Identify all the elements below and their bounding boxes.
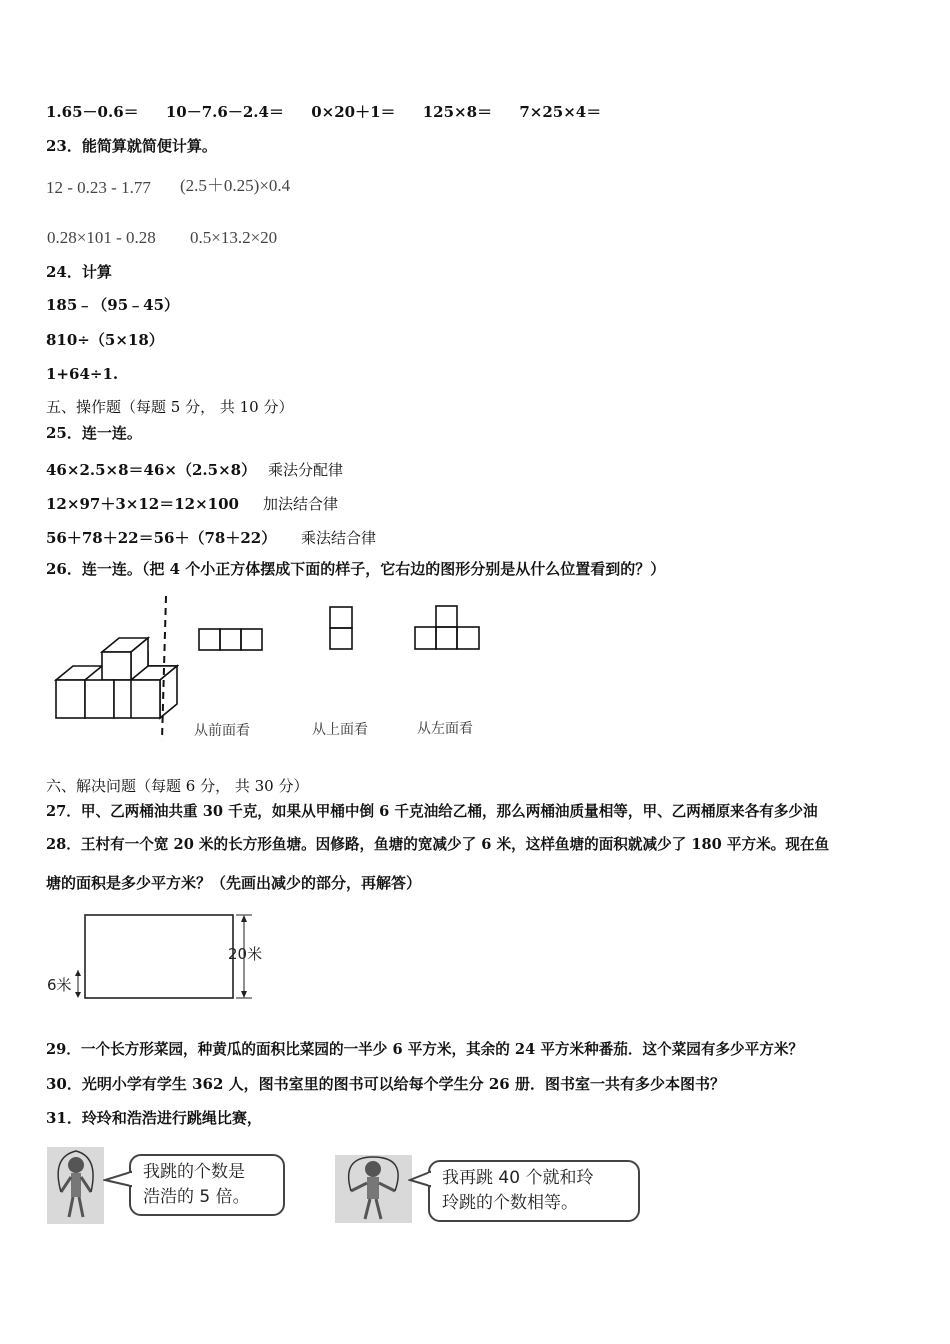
q25-right-item: 加法结合律 — [263, 495, 339, 513]
bubble-tail — [408, 1170, 432, 1190]
q25-left-item: 46×2.5×8＝46×（2.5×8） — [46, 461, 257, 479]
boy-jumping-rope-image — [335, 1155, 412, 1223]
width-label: 20米 — [228, 945, 263, 963]
q31-title: 31．玲玲和浩浩进行跳绳比赛， — [46, 1109, 262, 1127]
math-expr: 0.5×13.2×20 — [190, 228, 278, 247]
math-expr: 12 - 0.23 - 1.77 — [46, 178, 151, 197]
bubble-line: 我跳的个数是 — [143, 1162, 245, 1182]
girl-jumping-rope-image — [47, 1147, 104, 1224]
q25-left-item: 12×97＋3×12＝12×100 — [46, 495, 239, 513]
cube-stack-drawing — [56, 638, 177, 718]
q25-left-item: 56＋78＋22＝56＋（78＋22） — [46, 529, 277, 547]
cube-views-figure — [46, 590, 506, 750]
bubble-line: 浩浩的 5 倍。 — [143, 1187, 250, 1207]
section-five-heading: 五、操作题（每题 5 分， 共 10 分） — [46, 398, 294, 416]
q28-line1: 28．王村有一个宽 20 米的长方形鱼塘。因修路，鱼塘的宽减少了 6 米，这样鱼塘的面积就减少了 180 平方米。现在鱼 — [46, 836, 830, 853]
cut-label: 6米 — [47, 976, 72, 994]
q24-item: 810÷（5×18） — [46, 331, 164, 349]
q24-item: 185﹣（95﹣45） — [46, 296, 180, 314]
view-label: 从左面看 — [417, 721, 473, 737]
q23-title: 23．能简算就简便计算。 — [46, 137, 217, 155]
q22-calc-row — [46, 105, 623, 120]
q25-title: 25．连一连。 — [46, 424, 142, 442]
q25-right-item: 乘法分配律 — [268, 461, 344, 479]
q27-text: 27．甲、乙两桶油共重 30 千克，如果从甲桶中倒 6 千克油给乙桶，那么两桶油质量相等，甲、乙两桶原来各有多少油 — [46, 803, 818, 820]
bubble-line: 我再跳 40 个就和玲 — [442, 1168, 594, 1188]
calc-item: 10－7.6－2.4＝ — [165, 103, 284, 121]
view-label: 从上面看 — [312, 722, 368, 738]
calc-item: 7×25×4＝ — [519, 103, 602, 121]
left-view-shape — [415, 606, 479, 649]
boy-speech-bubble — [428, 1160, 640, 1222]
girl-speech-bubble — [129, 1154, 285, 1216]
calc-item: 1.65－0.6＝ — [46, 103, 139, 121]
section-six-heading: 六、解决问题（每题 6 分， 共 30 分） — [46, 777, 309, 795]
pond-diagram — [44, 908, 274, 1008]
bubble-tail — [103, 1170, 133, 1190]
math-expr: (2.5＋0.25)×0.4 — [180, 176, 291, 195]
q24-title: 24．计算 — [46, 263, 112, 281]
q30-text: 30．光明小学有学生 362 人，图书室里的图书可以给每个学生分 26 册．图书室一共有多少本图书？ — [46, 1075, 725, 1093]
calc-item: 125×8＝ — [422, 103, 493, 121]
bubble-line: 玲跳的个数相等。 — [442, 1193, 578, 1213]
top-view-shape — [330, 607, 352, 649]
math-expr: 0.28×101 - 0.28 — [47, 228, 156, 247]
q26-title: 26．连一连。（把 4 个小正方体摆成下面的样子，它右边的图形分别是从什么位置看到的？） — [46, 560, 666, 578]
calc-item: 0×20＋1＝ — [311, 103, 396, 121]
q28-line2: 塘的面积是多少平方米？（先画出减少的部分，再解答） — [46, 874, 422, 892]
front-view-shape — [199, 629, 262, 650]
q29-text: 29．一个长方形菜园，种黄瓜的面积比菜园的一半少 6 平方米，其余的 24 平方米种番茄．这个菜园有多少平方米？ — [46, 1041, 804, 1058]
pond-rectangle — [85, 915, 233, 998]
view-label: 从前面看 — [194, 723, 250, 739]
q24-item: 1+64÷1. — [46, 365, 119, 383]
q25-right-item: 乘法结合律 — [301, 529, 377, 547]
